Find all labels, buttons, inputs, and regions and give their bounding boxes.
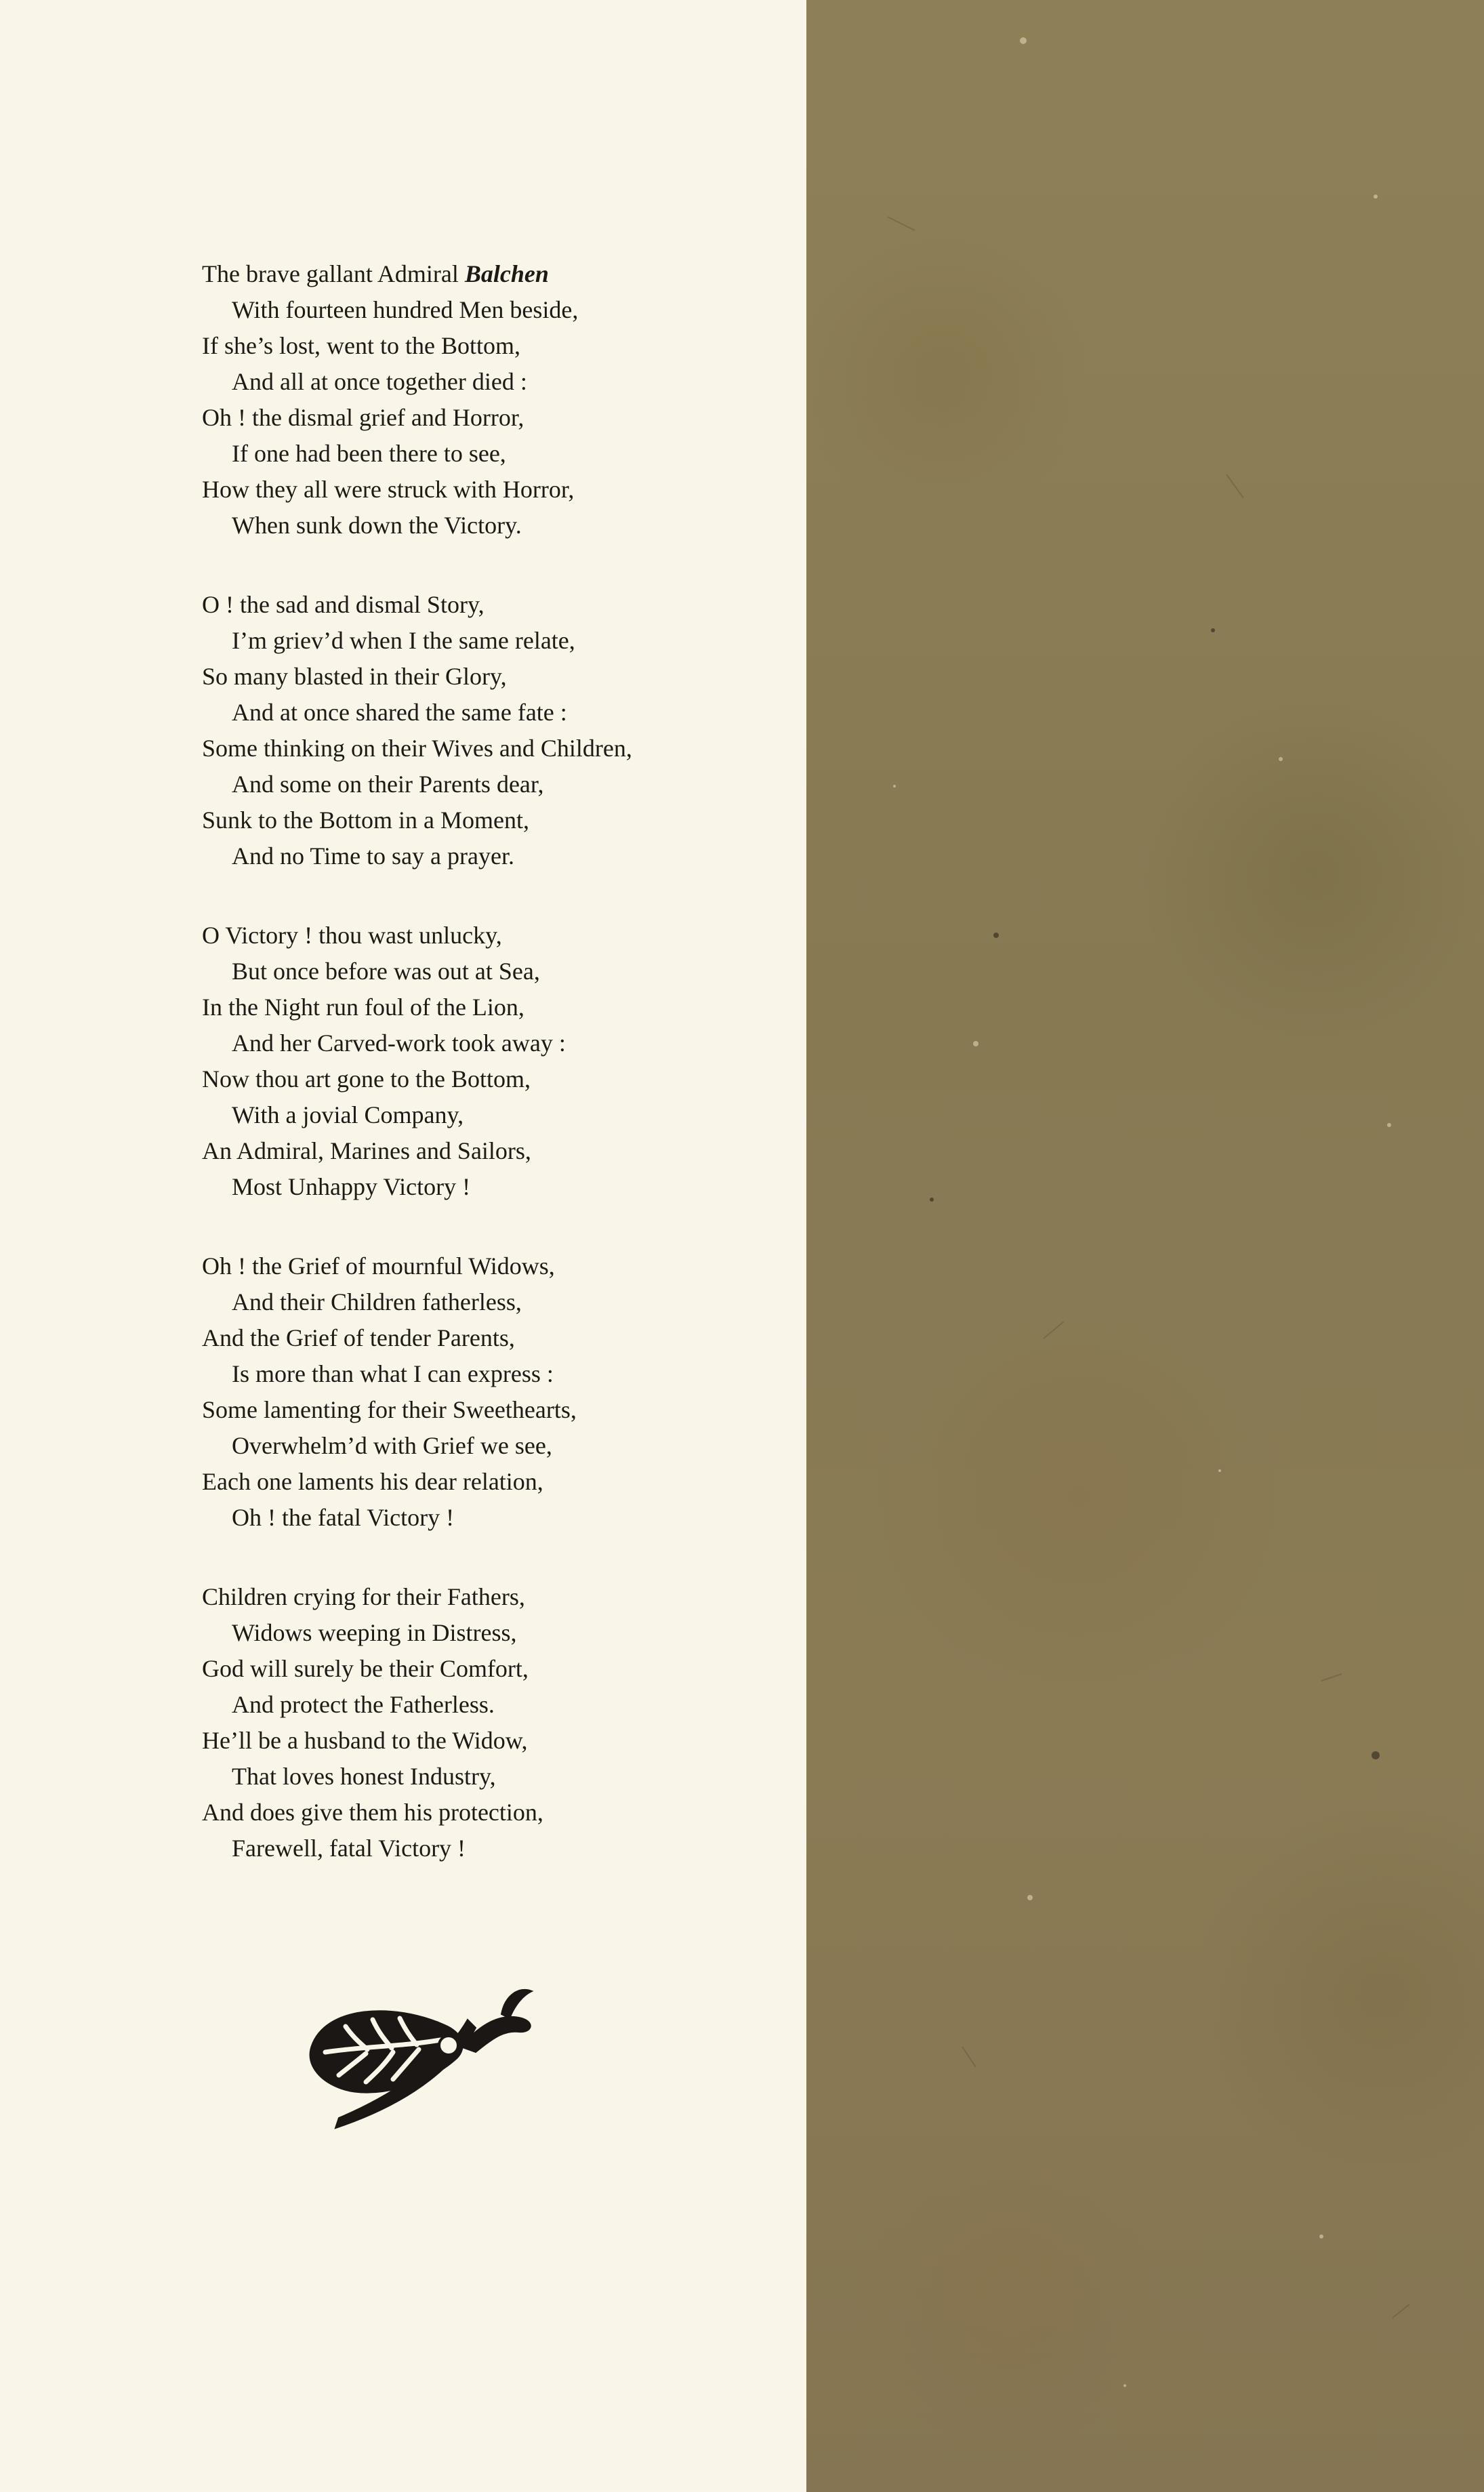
poem-line: And some on their Parents dear,	[232, 771, 544, 798]
poem-line: But once before was out at Sea,	[232, 958, 540, 985]
poem-line: Widows weeping in Distress,	[232, 1619, 517, 1646]
poem-line: And all at once together died :	[232, 368, 527, 395]
poem-line: Children crying for their Fathers,	[202, 1583, 525, 1610]
poem-line: Some thinking on their Wives and Children,	[202, 735, 632, 762]
stanza-2	[202, 587, 785, 874]
stanza-1	[202, 256, 785, 544]
poem-line: Farewell, fatal Victory !	[232, 1835, 466, 1862]
poem-line: With a jovial Company,	[232, 1101, 464, 1128]
poem-line: Now thou art gone to the Bottom,	[202, 1065, 531, 1092]
poem-line: He’ll be a husband to the Widow,	[202, 1727, 528, 1754]
marbled-endpaper	[806, 0, 1484, 2492]
leaf-ornament-icon	[298, 1965, 549, 2135]
poem-line: And does give them his protection,	[202, 1799, 543, 1826]
poem-line: When sunk down the Victory.	[232, 512, 522, 539]
poem-line: Oh ! the dismal grief and Horror,	[202, 404, 524, 431]
poem-line: How they all were struck with Horror,	[202, 476, 575, 503]
poem-line: Overwhelm’d with Grief we see,	[232, 1432, 552, 1459]
poem-line: Most Unhappy Victory !	[232, 1173, 471, 1200]
poem-line: Each one laments his dear relation,	[202, 1468, 543, 1495]
poem-line: With fourteen hundred Men beside,	[232, 296, 579, 323]
stanza-5	[202, 1579, 785, 1866]
poem-line: And her Carved-work took away :	[232, 1029, 566, 1057]
poem-line: If one had been there to see,	[232, 440, 506, 467]
poem-line: O ! the sad and dismal Story,	[202, 591, 485, 618]
poem-line: And the Grief of tender Parents,	[202, 1324, 515, 1351]
poem-line: God will surely be their Comfort,	[202, 1655, 529, 1682]
poem-line: Oh ! the Grief of mournful Widows,	[202, 1252, 555, 1280]
poem-line: So many blasted in their Glory,	[202, 663, 507, 690]
admiral-name: Balchen	[464, 260, 549, 287]
poem-line: That loves honest Industry,	[232, 1763, 496, 1790]
poem-line: Is more than what I can express :	[232, 1360, 554, 1387]
poem-line: And at once shared the same fate :	[232, 699, 567, 726]
poem-line: Some lamenting for their Sweethearts,	[202, 1396, 577, 1423]
poem-line: O Victory ! thou wast unlucky,	[202, 922, 502, 949]
poem-line: If she’s lost, went to the Bottom,	[202, 332, 520, 359]
poem-line: An Admiral, Marines and Sailors,	[202, 1137, 531, 1164]
stanza-3	[202, 918, 785, 1205]
poem-line: And their Children fatherless,	[232, 1288, 522, 1315]
poem-line: The brave gallant Admiral Balchen	[202, 260, 549, 287]
poem-line: In the Night run foul of the Lion,	[202, 994, 524, 1021]
poem-line: I’m griev’d when I the same relate,	[232, 627, 575, 654]
stanza-4	[202, 1248, 785, 1536]
poem	[202, 256, 785, 1910]
poem-line: Oh ! the fatal Victory !	[232, 1504, 455, 1531]
poem-line: Sunk to the Bottom in a Moment,	[202, 806, 529, 834]
poem-line: And protect the Fatherless.	[232, 1691, 495, 1718]
poem-line: And no Time to say a prayer.	[232, 842, 514, 870]
